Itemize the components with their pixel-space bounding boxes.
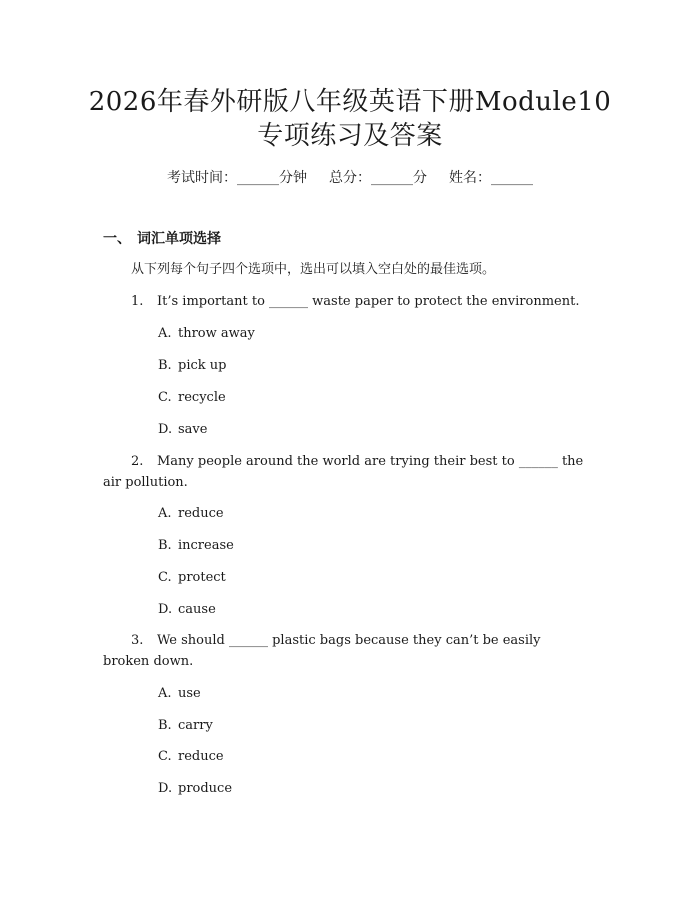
question-text: Many people around the world are trying their best to ______ the	[157, 454, 584, 469]
option-letter: D.	[158, 602, 173, 617]
option-3b	[158, 716, 213, 736]
document-title-line-2: 专项练习及答案	[257, 121, 443, 151]
question-number: 1.	[131, 294, 144, 309]
option-2a	[158, 504, 224, 524]
question-number: 3.	[131, 633, 144, 648]
question-text: We should ______ plastic bags because they can’t be easily	[157, 633, 541, 648]
option-text: use	[178, 686, 201, 701]
option-text: reduce	[178, 749, 224, 764]
question-2-continuation: air pollution.	[103, 475, 188, 490]
option-letter: A.	[158, 686, 172, 701]
option-letter: B.	[158, 358, 172, 373]
option-text: protect	[178, 570, 226, 585]
option-text: cause	[178, 602, 216, 617]
option-1d	[158, 420, 207, 440]
option-2d	[158, 600, 216, 620]
option-text: pick up	[178, 358, 227, 373]
option-2c	[158, 568, 226, 588]
question-3	[131, 631, 541, 651]
option-text: produce	[178, 781, 233, 796]
option-text: reduce	[178, 506, 224, 521]
document-title-line-1: 2026年春外研版八年级英语下册Module10	[88, 87, 612, 117]
option-letter: B.	[158, 538, 172, 553]
option-text: throw away	[178, 326, 255, 341]
total-score-field: 总分：______分	[329, 170, 427, 186]
question-3-continuation: broken down.	[103, 654, 194, 669]
option-3d	[158, 779, 232, 799]
section-number: 一、	[103, 231, 131, 247]
option-text: carry	[178, 718, 213, 733]
section-instruction: 从下列每个句子四个选项中，选出可以填入空白处的最佳选项。	[131, 262, 496, 277]
option-1c	[158, 388, 226, 408]
question-text: It’s important to ______ waste paper to protect the environment.	[157, 294, 580, 309]
option-letter: B.	[158, 718, 172, 733]
option-text: increase	[178, 538, 234, 553]
option-letter: A.	[158, 326, 172, 341]
option-letter: C.	[158, 390, 172, 405]
option-2b	[158, 536, 234, 556]
question-1	[131, 292, 579, 312]
section-heading	[103, 229, 221, 249]
section-title: 词汇单项选择	[137, 231, 221, 247]
option-text: save	[178, 422, 208, 437]
question-2	[131, 452, 583, 472]
exam-time-field: 考试时间：______分钟	[167, 170, 307, 186]
option-letter: A.	[158, 506, 172, 521]
option-1b	[158, 356, 226, 376]
option-3a	[158, 684, 201, 704]
student-name-field: 姓名：______	[449, 170, 533, 186]
option-1a	[158, 324, 255, 344]
option-letter: D.	[158, 781, 173, 796]
option-letter: D.	[158, 422, 173, 437]
option-letter: C.	[158, 570, 172, 585]
option-3c	[158, 747, 224, 767]
question-number: 2.	[131, 454, 144, 469]
exam-info-line	[0, 168, 700, 188]
option-text: recycle	[178, 390, 226, 405]
option-letter: C.	[158, 749, 172, 764]
